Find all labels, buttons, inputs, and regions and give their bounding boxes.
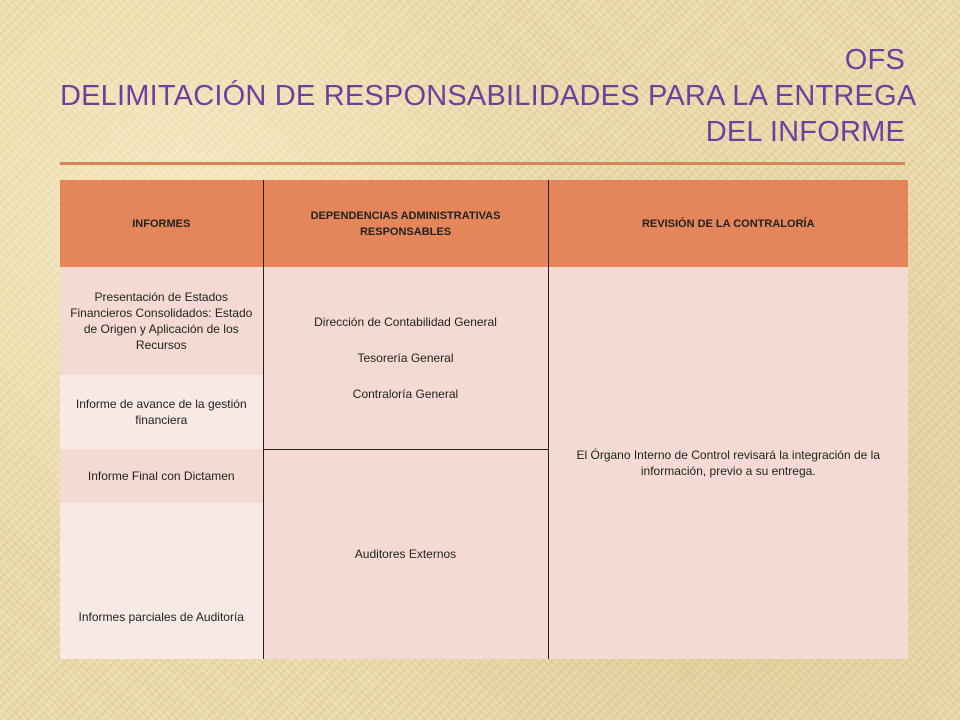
title-divider (60, 162, 905, 165)
header-revision: REVISIÓN DE LA CONTRALORÍA (548, 180, 908, 267)
table-row (60, 267, 908, 375)
dependencia-item: Tesorería General (357, 350, 454, 365)
informe-cell: Presentación de Estados Financieros Consolidados: Estado de Origen y Aplicación de los Recursos (60, 267, 263, 375)
responsibilities-table (60, 180, 908, 659)
dependencias-cell-group-1 (263, 267, 548, 449)
title-line-1: OFS (844, 44, 905, 76)
dependencia-item: Dirección de Contabilidad General (314, 314, 497, 329)
informe-cell: Informes parciales de Auditoría (60, 503, 263, 659)
title-line-2: DELIMITACIÓN DE RESPONSABILIDADES PARA LA ENTREGA (60, 80, 917, 112)
dependencia-item: Contraloría General (352, 386, 459, 401)
header-dependencias: DEPENDENCIAS ADMINISTRATIVAS RESPONSABLES (263, 180, 548, 267)
table-header-row (60, 180, 908, 267)
informe-cell: Informe Final con Dictamen (60, 449, 263, 503)
revision-cell: El Órgano Interno de Control revisará la integración de la información, previo a su entrega. (548, 267, 908, 659)
informe-cell: Informe de avance de la gestión financiera (60, 375, 263, 449)
title-line-3: DEL INFORME (705, 116, 905, 148)
header-informes: INFORMES (60, 180, 263, 267)
slide-title (60, 42, 917, 150)
dependencias-cell-group-2: Auditores Externos (263, 449, 548, 659)
